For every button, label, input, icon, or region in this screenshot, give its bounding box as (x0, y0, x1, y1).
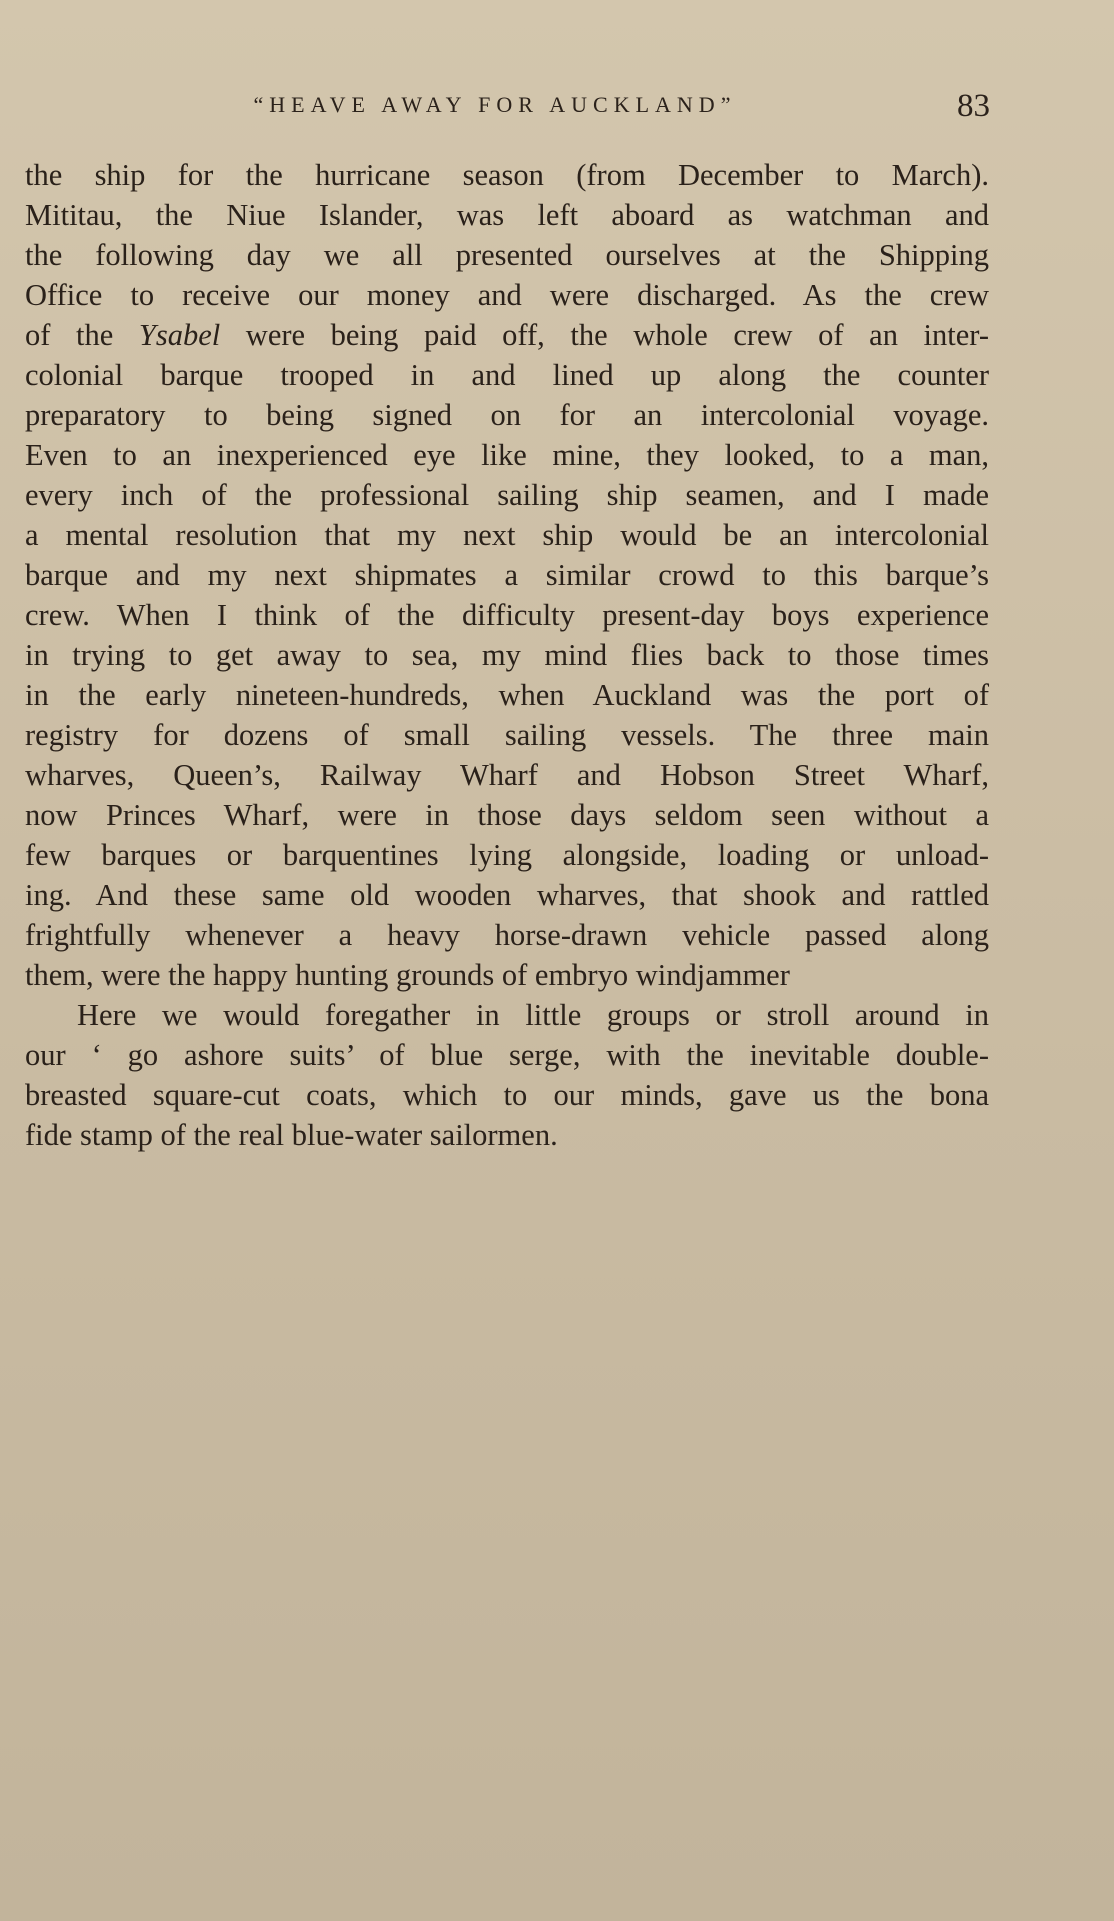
text-line: crew. When I think of the difficulty present-day boys experience (25, 598, 989, 632)
text-line: now Princes Wharf, were in those days seldom seen without a (25, 798, 989, 832)
text-fragment: were being paid off, the whole crew of an inter- (220, 318, 989, 352)
text-line: breasted square-cut coats, which to our minds, gave us the bona (25, 1078, 989, 1112)
text-line: Here we would foregather in little groups or stroll around in (77, 998, 989, 1032)
text-line: in the early nineteen-hundreds, when Auckland was the port of (25, 678, 989, 712)
text-line: Even to an inexperienced eye like mine, they looked, to a man, (25, 438, 989, 472)
text-line: frightfully whenever a heavy horse-drawn vehicle passed along (25, 918, 989, 952)
text-line: colonial barque trooped in and lined up along the counter (25, 358, 989, 392)
page-number: 83 (957, 88, 990, 124)
text-line: ing. And these same old wooden wharves, that shook and rattled (25, 878, 989, 912)
paragraph-2 (25, 995, 989, 1155)
text-line-with-ship-name (25, 315, 989, 355)
text-line: the following day we all presented ourselves at the Shipping (25, 238, 989, 272)
text-line: the ship for the hurricane season (from December to March). (25, 158, 989, 192)
text-line: registry for dozens of small sailing vessels. The three main (25, 718, 989, 752)
text-line: few barques or barquentines lying alongside, loading or unload- (25, 838, 989, 872)
text-line: in trying to get away to sea, my mind flies back to those times (25, 638, 989, 672)
text-fragment: of the (25, 318, 139, 352)
text-line: them, were the happy hunting grounds of embryo windjammer (25, 958, 790, 992)
text-line: fide stamp of the real blue-water sailormen. (25, 1118, 558, 1152)
body-text (25, 155, 989, 1155)
running-title: “HEAVE AWAY FOR AUCKLAND” (253, 92, 737, 117)
text-line: wharves, Queen’s, Railway Wharf and Hobson Street Wharf, (25, 758, 989, 792)
text-line: preparatory to being signed on for an intercolonial voyage. (25, 398, 989, 432)
paragraph-1 (25, 155, 989, 995)
text-line: every inch of the professional sailing ship seamen, and I made (25, 478, 989, 512)
text-line: a mental resolution that my next ship would be an intercolonial (25, 518, 989, 552)
text-line: barque and my next shipmates a similar crowd to this barque’s (25, 558, 989, 592)
ship-name: Ysabel (138, 318, 221, 352)
text-line: Office to receive our money and were discharged. As the crew (25, 278, 989, 312)
text-line: Mititau, the Niue Islander, was left aboard as watchman and (25, 198, 989, 232)
text-line: our ‘ go ashore suits’ of blue serge, with the inevitable double- (25, 1038, 989, 1072)
